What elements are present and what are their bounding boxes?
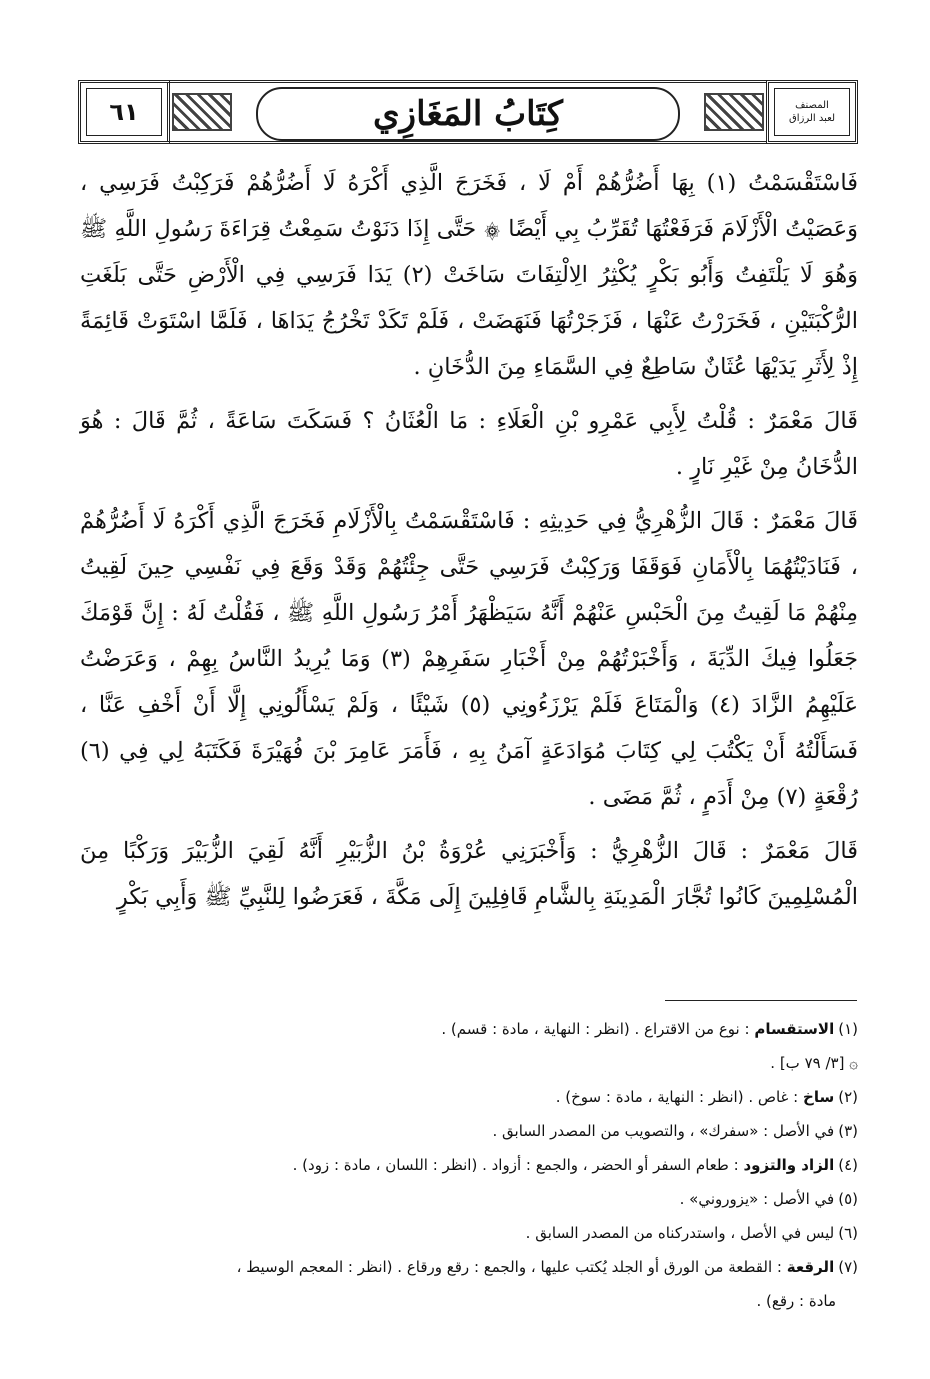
ornament-left-decoration <box>172 93 232 131</box>
author-box <box>766 80 858 144</box>
footnote-7-continued: مادة : رقع) . <box>756 1292 836 1310</box>
footnote-folio: ۞ [٣/ ٧٩ ب] . <box>770 1054 858 1072</box>
header-ornament-band <box>166 80 770 144</box>
ornament-right-decoration <box>704 93 764 131</box>
title-cartouche <box>256 87 680 141</box>
author-line-2: لعبد الرزاق <box>788 113 836 124</box>
paragraph-1: فَاسْتَقْسَمْتُ (١) بِهَا أَضُرُّهُمْ أَمْ لَا ، فَخَرَجَ الَّذِي أَكْرَهُ لَا أَضُرُّهُمْ فَرَكِبْتُ فَرَسِي ، وَعَصَيْتُ الْأَزْلَامَ فَرَفَعْتُهَا تُقَرِّبُ بِي أَيْضًا ۞ حَتَّى إِذَا دَنَوْتُ سَمِعْتُ قِرَاءَةَ رَسُولِ اللَّهِ ﷺ وَهُوَ لَا يَلْتَفِتُ وَأَبُو بَكْرٍ يُكْثِرُ الِالْتِفَاتَ سَاخَتْ (٢) يَدَا فَرَسِي فِي الْأَرْضِ حَتَّى بَلَغَتِ الرُّكْبَتَيْنِ ، فَخَرَرْتُ عَنْهَا ، فَزَجَرْتُهَا فَنَهَضَتْ ، فَلَمْ تَكَدْ تَخْرُجُ يَدَاهَا ، فَلَمَّا اسْتَوَتْ قَائِمَةً إِذْ لِأَثَرِ يَدَيْهَا عُثَانٌ سَاطِعٌ فِي السَّمَاءِ مِنَ الدُّخَانِ . <box>80 170 858 380</box>
footnote-3: (٣)في الأصل : «سفرك» ، والتصويب من المصدر السابق . <box>492 1122 858 1140</box>
footnotes <box>60 1012 858 1318</box>
author-line-1: المصنف <box>795 100 829 111</box>
footnote-5: (٥)في الأصل : «يزوروني» . <box>679 1190 858 1208</box>
footnote-6: (٦)ليس في الأصل ، واستدركناه من المصدر السابق . <box>525 1224 858 1242</box>
footnote-1: (١)الاستقسام : نوع من الاقتراع . (انظر : النهاية ، مادة : قسم) . <box>441 1020 858 1038</box>
footnote-4: (٤)الزاد والتزود : طعام السفر أو الحضر ، والجمع : أزواد . (انظر : اللسان ، مادة : زود) . <box>292 1156 858 1174</box>
page-number-box <box>78 80 170 144</box>
footnote-2: (٢)ساخ : غاص . (انظر : النهاية ، مادة : سوخ) . <box>555 1088 858 1106</box>
footnote-7: (٧)الرقعة : القطعة من الورق أو الجلد يُكتب عليها ، والجمع : رقع ورقاع . (انظر : المعجم الوسيط ، <box>236 1258 858 1276</box>
author-label <box>789 99 835 125</box>
paragraph-2: قَالَ مَعْمَرٌ : قُلْتُ لِأَبِي عَمْرِو بْنِ الْعَلَاءِ : مَا الْعُثَانُ ؟ فَسَكَتَ سَاعَةً ، ثُمَّ قَالَ : هُوَ الدُّخَانُ مِنْ غَيْرِ نَارٍ . <box>80 408 858 480</box>
footnote-divider <box>665 1000 857 1001</box>
book-title: كِتَابُ المَغَازِي <box>373 94 563 134</box>
page-number: ٦١ <box>109 98 139 126</box>
paragraph-3: قَالَ مَعْمَرٌ : قَالَ الزُّهْرِيُّ فِي حَدِيثِهِ : فَاسْتَقْسَمْتُ بِالْأَزْلَامِ فَخَرَجَ الَّذِي أَكْرَهُ لَا أَضُرُّهُمْ ، فَنَادَيْتُهُمَا بِالْأَمَانِ فَوَقَفَا وَرَكِبْتُ فَرَسِي حَتَّى جِئْتُهُمْ وَقَدْ وَقَعَ فِي نَفْسِي حِينَ لَقِيتُ مِنْهُمْ مَا لَقِيتُ مِنَ الْحَبْسِ عَنْهُمْ أَنَّهُ سَيَظْهَرُ أَمْرُ رَسُولِ اللَّهِ ﷺ ، فَقُلْتُ لَهُ : إِنَّ قَوْمَكَ جَعَلُوا فِيكَ الدِّيَةَ ، وَأَخْبَرْتُهُمْ مِنْ أَخْبَارِ سَفَرِهِمْ (٣) وَمَا يُرِيدُ النَّاسُ بِهِمْ ، وَعَرَضْتُ عَلَيْهِمُ الزَّادَ (٤) وَالْمَتَاعَ فَلَمْ يَرْزَءُونِي (٥) شَيْئًا ، وَلَمْ يَسْأَلُونِي إِلَّا أَنْ أَخْفِ عَنَّا ، فَسَأَلْتُهُ أَنْ يَكْتُبَ لِي كِتَابَ مُوَادَعَةٍ آمَنُ بِهِ ، فَأَمَرَ عَامِرَ بْنَ فُهَيْرَةَ فَكَتَبَهُ لِي فِي (٦) رُقْعَةٍ (٧) مِنْ أَدَمٍ ، ثُمَّ مَضَى . <box>80 508 859 810</box>
paragraph-4: قَالَ مَعْمَرٌ : قَالَ الزُّهْرِيُّ : وَأَخْبَرَنِي عُرْوَةُ بْنُ الزُّبَيْرِ أَنَّهُ لَقِيَ الزُّبَيْرَ وَرَكْبًا مِنَ الْمُسْلِمِينَ كَانُوا تُجَّارَ الْمَدِينَةِ بِالشَّامِ قَافِلِينَ إِلَى مَكَّةَ ، فَعَرَضُوا لِلنَّبِيِّ ﷺ وَأَبِي بَكْرٍ <box>80 838 858 910</box>
main-text <box>80 160 858 920</box>
page-header <box>78 80 858 144</box>
